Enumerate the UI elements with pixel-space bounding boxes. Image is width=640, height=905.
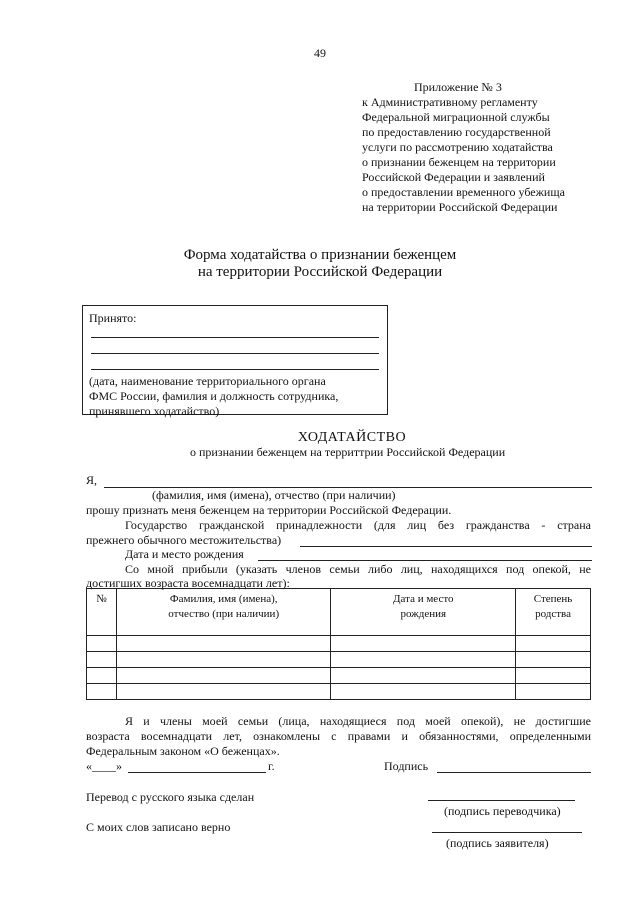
date-prefix: «____» bbox=[86, 759, 122, 773]
table-cell[interactable] bbox=[87, 652, 117, 668]
acknowledgement-line: возраста восемнадцати лет, ознакомлены с правами и обязанностями, определенными bbox=[86, 729, 591, 743]
accepted-box bbox=[82, 305, 388, 418]
table-row bbox=[87, 684, 591, 700]
accepted-label: Принято: bbox=[89, 311, 137, 325]
table-row bbox=[87, 636, 591, 652]
appendix-title: Приложение № 3 bbox=[414, 80, 502, 94]
table-cell[interactable] bbox=[87, 636, 117, 652]
accepted-caption-line: принявшего ходатайство) bbox=[89, 404, 220, 418]
table-cell[interactable] bbox=[516, 668, 591, 684]
column-header-relation: Степень родства bbox=[516, 589, 591, 636]
table-cell[interactable] bbox=[331, 636, 516, 652]
accepted-field-line[interactable] bbox=[91, 369, 379, 370]
accepted-caption-line: ФМС России, фамилия и должность сотрудника, bbox=[89, 389, 339, 403]
table-cell[interactable] bbox=[516, 652, 591, 668]
form-title bbox=[0, 247, 640, 281]
translation-label: Перевод с русского языка сделан bbox=[86, 790, 255, 804]
table-cell[interactable] bbox=[331, 652, 516, 668]
citizenship-text-cont: прежнего обычного местожительства) bbox=[86, 533, 282, 547]
table-cell[interactable] bbox=[116, 636, 331, 652]
acknowledgement-line: Я и члены моей семьи (лица, находящиеся под моей опекой), не достигшие bbox=[125, 714, 591, 728]
signature-label: Подпись bbox=[384, 759, 429, 773]
column-header-name: Фамилия, имя (имена), отчество (при наличии) bbox=[116, 589, 331, 636]
table-cell[interactable] bbox=[516, 636, 591, 652]
family-text-cont: достигших возраста восемнадцати лет): bbox=[86, 576, 290, 590]
appendix-line: Российской Федерации и заявлений bbox=[362, 170, 545, 184]
table-cell[interactable] bbox=[87, 684, 117, 700]
table-cell[interactable] bbox=[116, 684, 331, 700]
applicant-caption: (подпись заявителя) bbox=[446, 836, 549, 850]
table-row bbox=[87, 668, 591, 684]
table-cell[interactable] bbox=[116, 668, 331, 684]
appendix-line: на территории Российской Федерации bbox=[362, 200, 558, 214]
citizenship-field[interactable] bbox=[300, 546, 592, 547]
acknowledgement-text bbox=[86, 714, 591, 759]
signature-field[interactable] bbox=[437, 772, 591, 773]
accepted-field-line[interactable] bbox=[91, 353, 379, 354]
name-caption: (фамилия, имя (имена), отчество (при наличии) bbox=[152, 488, 396, 502]
birth-label: Дата и место рождения bbox=[125, 547, 244, 561]
accepted-field-line[interactable] bbox=[91, 337, 379, 338]
family-text: Со мной прибыли (указать членов семьи либо лиц, находящихся под опекой, не bbox=[125, 562, 591, 576]
family-members-table bbox=[86, 588, 591, 700]
date-suffix: г. bbox=[268, 759, 275, 773]
applicant-signature-field[interactable] bbox=[432, 832, 582, 833]
appendix-block bbox=[362, 80, 565, 215]
column-header-birth: Дата и место рождения bbox=[331, 589, 516, 636]
petition-heading: ХОДАТАЙСТВО bbox=[297, 430, 407, 445]
translator-caption: (подпись переводчика) bbox=[444, 804, 561, 818]
birth-field[interactable] bbox=[258, 560, 592, 561]
appendix-line: о признании беженцем на территории bbox=[362, 155, 556, 169]
table-cell[interactable] bbox=[331, 668, 516, 684]
appendix-line: по предоставлению государственной bbox=[362, 125, 551, 139]
table-cell[interactable] bbox=[331, 684, 516, 700]
table-header-row bbox=[87, 589, 591, 636]
i-label: Я, bbox=[86, 473, 98, 487]
recorded-label: С моих слов записано верно bbox=[86, 820, 231, 834]
acknowledgement-line: Федеральным законом «О беженцах». bbox=[86, 744, 280, 758]
form-title-line: на территории Российской Федерации bbox=[197, 264, 443, 280]
request-text: прошу признать меня беженцем на территории Российской Федерации. bbox=[86, 503, 452, 517]
table-row bbox=[87, 652, 591, 668]
form-title-line: Форма ходатайства о признании беженцем bbox=[183, 247, 457, 263]
page-number: 49 bbox=[314, 46, 326, 60]
column-header-number: № bbox=[87, 589, 117, 636]
appendix-line: о предоставлении временного убежища bbox=[362, 185, 565, 199]
table-cell[interactable] bbox=[116, 652, 331, 668]
appendix-line: услуги по рассмотрению ходатайства bbox=[362, 140, 553, 154]
accepted-caption-line: (дата, наименование территориального органа bbox=[89, 374, 326, 388]
date-field[interactable] bbox=[128, 772, 266, 773]
translator-signature-field[interactable] bbox=[428, 800, 575, 801]
accepted-caption bbox=[89, 374, 338, 419]
table-cell[interactable] bbox=[516, 684, 591, 700]
petition-subheading: о признании беженцем на территтрии Российской Федерации bbox=[190, 445, 506, 459]
citizenship-text: Государство гражданской принадлежности (для лиц без гражданства - страна bbox=[125, 518, 591, 532]
appendix-line: к Административному регламенту bbox=[362, 95, 538, 109]
appendix-line: Федеральной миграционной службы bbox=[362, 110, 550, 124]
table-cell[interactable] bbox=[87, 668, 117, 684]
